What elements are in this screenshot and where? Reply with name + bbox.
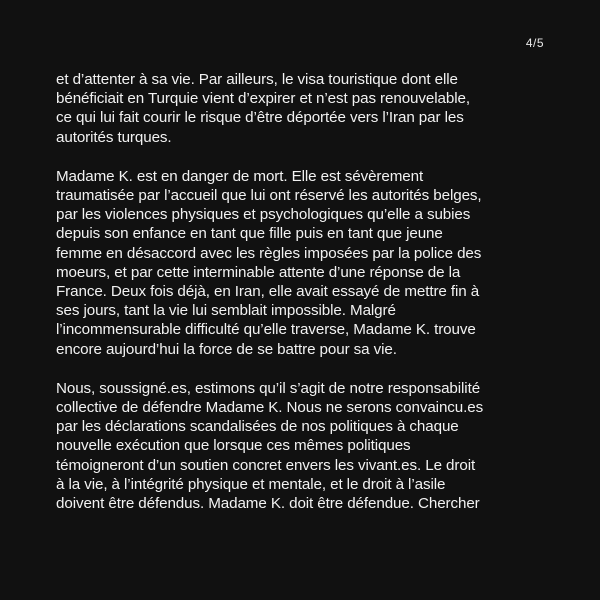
- paragraph-visa-situation: et d’attenter à sa vie. Par ailleurs, le visa touristique dont elle bénéficiait en Turquie vient d’expirer et n’est pas renouvelable, ce qui lui fait courir le risque d’être déportée vers l’Iran par les autorités turques.: [56, 71, 470, 146]
- page-counter: 4/5: [525, 36, 544, 50]
- paragraph-collective-responsibility: Nous, soussigné.es, estimons qu’il s’agit de notre responsabilité collective de défendre Madame K. Nous ne serons convaincu.es par les déclarations scandalisées de nos politiques à chaque nouvelle exécution que lorsque ces mêmes politiques témoigneront d’un soutien concret envers les vivant.es. Le droit à la vie, à l’intégrité physique et mentale, et le droit à l’asile doivent être défendus. Madame K. doit être défendue. Chercher: [56, 379, 484, 513]
- paragraph-danger-of-death: Madame K. est en danger de mort. Elle est sévèrement traumatisée par l’accueil que lui ont réservé les autorités belges, par les violences physiques et psychologiques qu’elle a subies depuis son enfance en tant que fille puis en tant que jeune femme en désaccord avec les règles imposées par la police des moeurs, et par cette interminable attente d’une réponse de la France. Deux fois déjà, en Iran, elle avait essayé de mettre fin à ses jours, tant la vie lui semblait impossible. Malgré l’incommensurable difficulté qu’elle traverse, Madame K. trouve encore aujourd’hui la force de se battre pour sa vie.: [56, 167, 482, 358]
- document-body: [56, 70, 556, 533]
